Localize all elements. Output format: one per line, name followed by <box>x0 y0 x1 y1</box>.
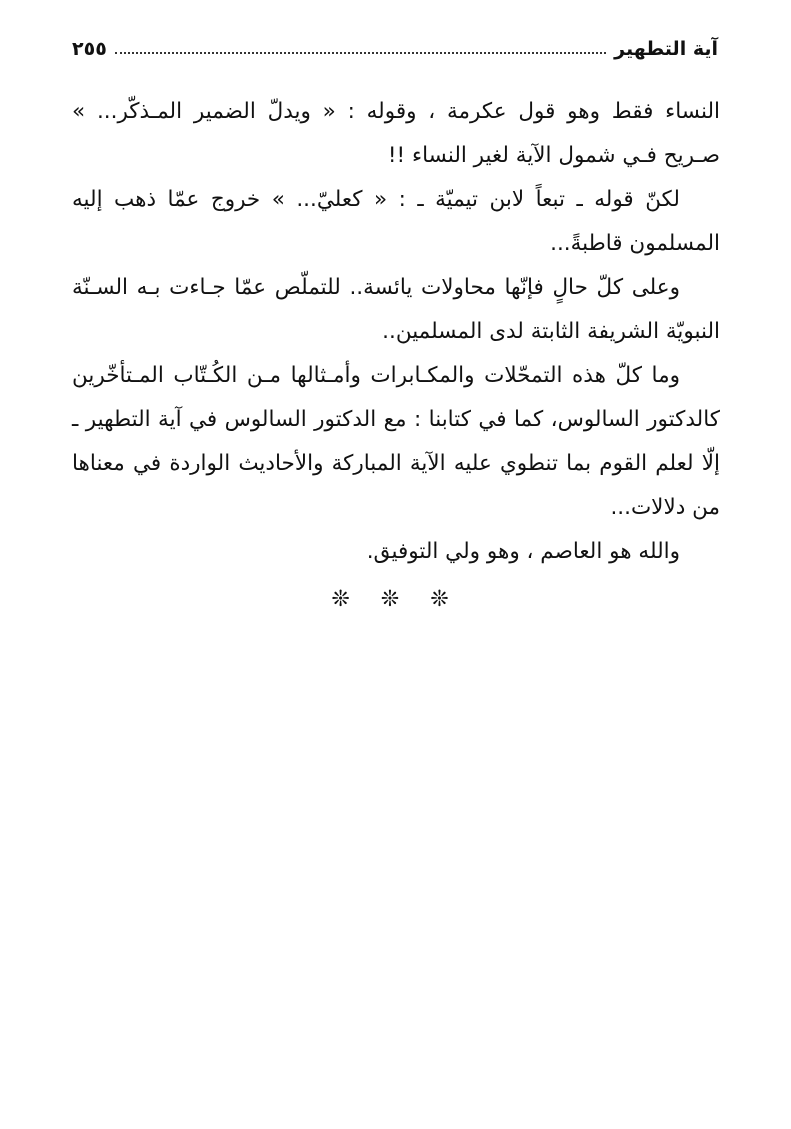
page-number: ٢٥٥ <box>72 38 107 60</box>
body-text <box>72 90 720 622</box>
paragraph-4: وما كلّ هذه التمحّلات والمكـابرات وأمـثالها مـن الكُـتّاب المـتأخّرين كالدكتور السالوس، كما في كتابنا : مع الدكتور السالوس في آية التطهير ـ إلّا لعلم القوم بما تنطوي عليه الآية المباركة والأحاديث الواردة في معناها من دلالات... <box>72 363 720 520</box>
paragraph-1: النساء فقط وهو قول عكرمة ، وقوله : « ويدلّ الضمير المـذكّر... » صـريح فـي شمول الآية لغير النساء !! <box>72 99 720 168</box>
paragraph-2: لكنّ قوله ـ تبعاً لابن تيميّة ـ : « كعليّ... » خروج عمّا ذهب إليه المسلمون قاطبةً... <box>72 187 720 256</box>
running-header <box>72 30 718 60</box>
paragraph-3: وعلى كلّ حالٍ فإنّها محاولات يائسة.. للتملّص عمّا جـاءت بـه السـنّة النبويّة الشريفة الثابتة لدى المسلمين.. <box>72 275 720 344</box>
paragraph-5: والله هو العاصم ، وهو ولي التوفيق. <box>366 539 680 564</box>
running-title: آية التطهير <box>614 38 718 60</box>
dot-leader <box>115 52 606 54</box>
section-end-ornament: ❊ ❊ ❊ <box>331 587 461 612</box>
